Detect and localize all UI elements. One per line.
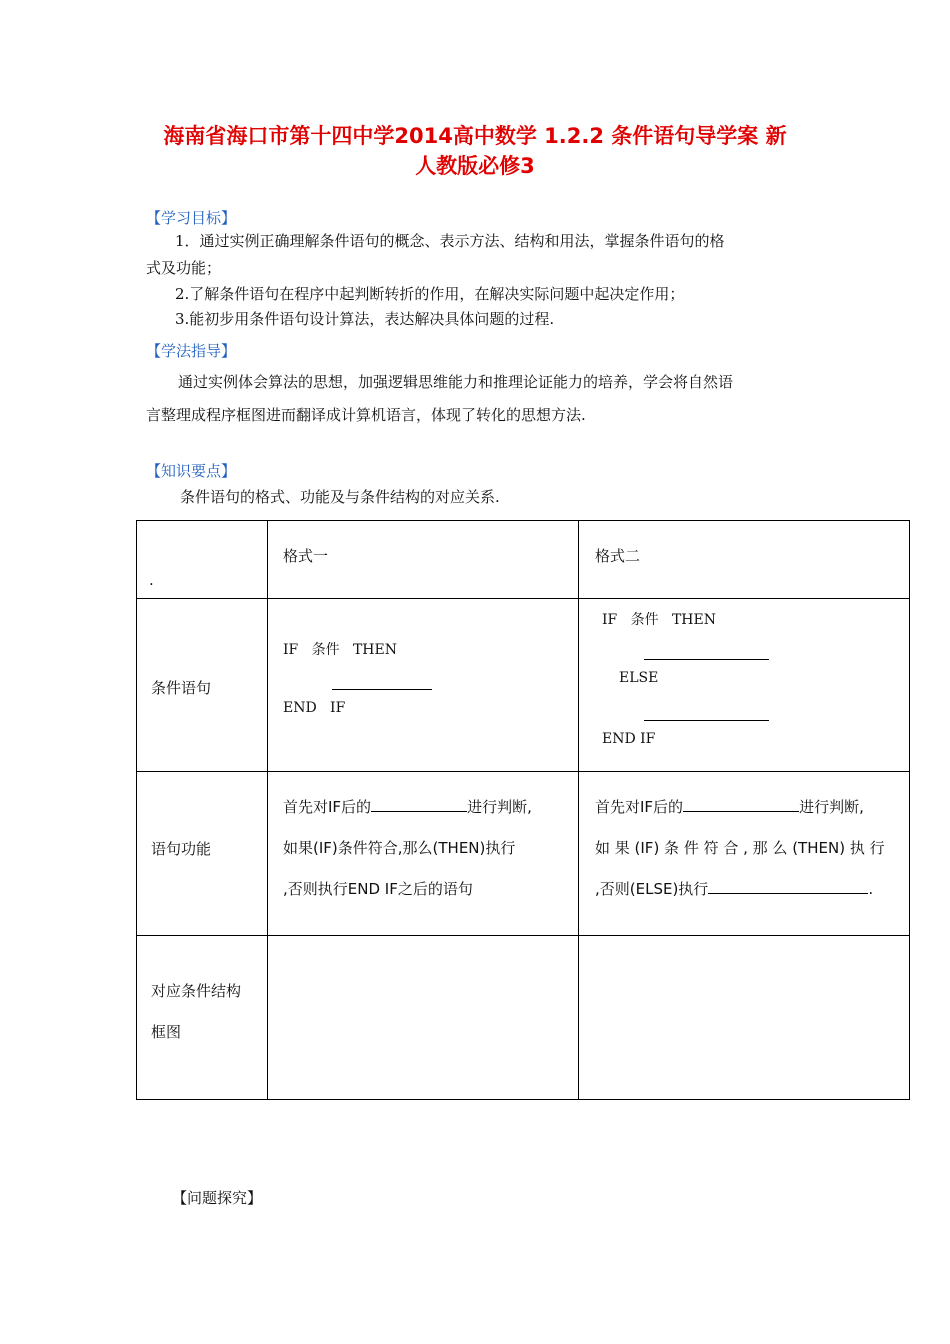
format-2-function-line-2: 如 果 (IF) 条 件 符 合 , 那 么 (THEN) 执 行 <box>595 839 885 857</box>
format-1-function-line-2: 如果(IF)条件符合,那么(THEN)执行 <box>283 839 516 857</box>
format-2-else-line: ELSE <box>619 670 659 686</box>
row-label-statement: 条件语句 <box>151 679 212 697</box>
format-2-function-blank <box>683 797 799 812</box>
table-header-row <box>137 521 910 599</box>
format-2-function-line-1 <box>595 796 864 817</box>
title-line-1: 海南省海口市第十四中学2014高中数学 1.2.2 条件语句导学案 新 <box>163 124 787 148</box>
flowchart-format-1-cell <box>268 936 579 1100</box>
corner-dot: . <box>149 571 154 589</box>
format-2-function-blank-2 <box>708 879 868 894</box>
table-corner-cell <box>137 521 268 599</box>
format-2-blank-line-2 <box>644 720 769 721</box>
format-1-function-line-1 <box>283 796 532 817</box>
format-2-end-line: END IF <box>602 731 656 747</box>
format-2-function-line-3 <box>595 878 873 899</box>
goals-heading: 【学习目标】 <box>146 209 237 227</box>
function-format-2-cell <box>579 772 910 936</box>
method-line-1: 通过实例体会算法的思想，加强逻辑思维能力和推理论证能力的培养，学会将自然语 <box>178 373 734 391</box>
method-line-2: 言整理成程序框图进而翻译成计算机语言，体现了转化的思想方法. <box>146 406 586 424</box>
row-label-cell <box>137 772 268 936</box>
format-2-function-prefix: 首先对IF后的 <box>595 798 684 816</box>
format-2-function-end-dot: . <box>868 880 874 898</box>
statement-format-2-cell <box>579 599 910 772</box>
row-label-flowchart-2: 框图 <box>151 1023 182 1041</box>
format-1-function-blank <box>371 797 467 812</box>
flowchart-format-2-cell <box>579 936 910 1100</box>
row-label-function: 语句功能 <box>151 840 212 858</box>
format-2-blank-line-1 <box>644 659 769 660</box>
row-label-cell <box>137 936 268 1100</box>
table-row-statement <box>137 599 910 772</box>
format-1-blank-line <box>332 689 432 690</box>
format-1-function-line-3: ,否则执行END IF之后的语句 <box>283 880 473 898</box>
row-label-flowchart-1: 对应条件结构 <box>151 982 242 1000</box>
goal-1-line-2: 式及功能； <box>146 259 222 277</box>
header-format-1 <box>268 521 579 599</box>
function-format-1-cell <box>268 772 579 936</box>
row-label-cell <box>137 599 268 772</box>
goal-2: 2.了解条件语句在程序中起判断转折的作用，在解决实际问题中起决定作用； <box>175 285 685 303</box>
knowledge-table <box>136 520 910 1100</box>
format-1-end-line: END IF <box>283 700 346 716</box>
format-1-if-line: IF 条件 THEN <box>283 642 397 658</box>
format-1-label: 格式一 <box>283 547 329 565</box>
format-1-function-suffix: 进行判断, <box>467 798 532 816</box>
method-heading: 【学法指导】 <box>146 342 237 360</box>
table-row-function <box>137 772 910 936</box>
explore-heading: 【问题探究】 <box>172 1189 263 1207</box>
format-2-function-suffix: 进行判断, <box>799 798 864 816</box>
format-2-function-else-text: ,否则(ELSE)执行 <box>595 880 709 898</box>
header-format-2 <box>579 521 910 599</box>
table-row-flowchart <box>137 936 910 1100</box>
goal-1-line-1: 1．通过实例正确理解条件语句的概念、表示方法、结构和用法，掌握条件语句的格 <box>175 232 725 250</box>
statement-format-1-cell <box>268 599 579 772</box>
title-line-2: 人教版必修3 <box>415 154 535 178</box>
format-1-function-prefix: 首先对IF后的 <box>283 798 372 816</box>
points-intro: 条件语句的格式、功能及与条件结构的对应关系. <box>180 488 500 506</box>
format-2-label: 格式二 <box>595 547 641 565</box>
points-heading: 【知识要点】 <box>146 462 237 480</box>
format-2-if-line: IF 条件 THEN <box>602 612 716 628</box>
goal-3: 3.能初步用条件语句设计算法，表达解决具体问题的过程. <box>175 310 555 328</box>
